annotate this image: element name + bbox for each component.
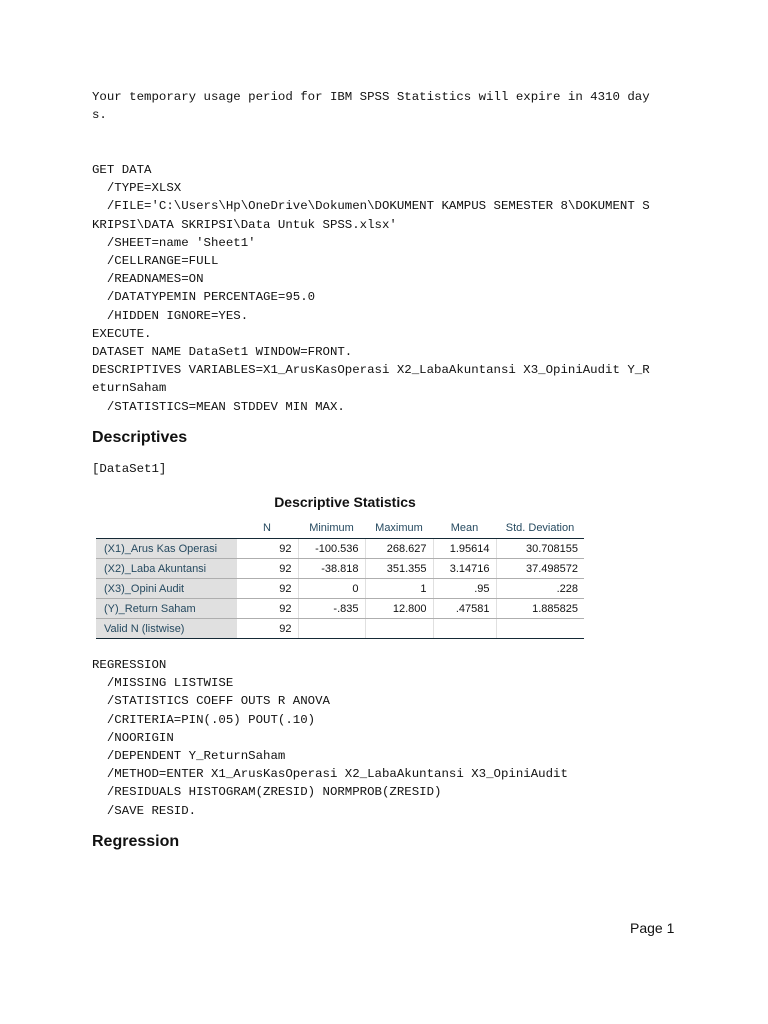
column-header: N xyxy=(236,518,298,539)
cell-mean: .95 xyxy=(433,579,496,599)
cell-minimum: -38.818 xyxy=(298,559,365,579)
cell-mean: .47581 xyxy=(433,599,496,619)
cell-std-deviation: 37.498572 xyxy=(496,559,584,579)
cell-minimum xyxy=(298,619,365,639)
descriptive-statistics-table xyxy=(96,518,584,639)
page-number: Page 1 xyxy=(630,920,675,936)
regression-syntax: REGRESSION /MISSING LISTWISE /STATISTICS COEFF OUTS R ANOVA /CRITERIA=PIN(.05) POUT(.10) /NOORIGIN /DEPENDENT Y_ReturnSaham /METHOD=ENTER X1_ArusKasOperasi X2_LabaAkuntansi X3_OpiniAudit /RESIDUALS HISTOGRAM(ZRESID) NORMPROB(ZRESID) /SAVE RESID. xyxy=(92,658,568,818)
table-row xyxy=(96,619,584,639)
expiry-notice: Your temporary usage period for IBM SPSS Statistics will expire in 4310 day s. xyxy=(92,90,650,123)
cell-n: 92 xyxy=(236,599,298,619)
get-data-syntax: GET DATA /TYPE=XLSX /FILE='C:\Users\Hp\OneDrive\Dokumen\DOKUMENT KAMPUS SEMESTER 8\DOKUMENT S KRIPSI\DATA SKRIPSI\Data Untuk SPSS.xlsx' /SHEET=name 'Sheet1' /CELLRANGE=FULL /READNAMES=ON /DATATYPEMIN PERCENTAGE=95.0 /HIDDEN IGNORE=YES. EXECUTE. DATASET NAME DataSet1 WINDOW=FRONT. DESCRIPTIVES VARIABLES=X1_ArusKasOperasi X2_LabaAkuntansi X3_OpiniAudit Y_R eturnSaham /STATISTICS=MEAN STDDEV MIN MAX. xyxy=(92,163,650,414)
cell-mean: 3.14716 xyxy=(433,559,496,579)
cell-n: 92 xyxy=(236,619,298,639)
column-header: Maximum xyxy=(365,518,433,539)
regression-heading: Regression xyxy=(92,833,180,850)
column-header xyxy=(96,518,236,539)
cell-minimum: -100.536 xyxy=(298,539,365,559)
row-label: (Y)_Return Saham xyxy=(96,599,236,619)
cell-n: 92 xyxy=(236,539,298,559)
cell-std-deviation: .228 xyxy=(496,579,584,599)
cell-mean xyxy=(433,619,496,639)
cell-maximum: 1 xyxy=(365,579,433,599)
cell-maximum: 351.355 xyxy=(365,559,433,579)
table-row xyxy=(96,559,584,579)
column-header: Minimum xyxy=(298,518,365,539)
row-label: (X1)_Arus Kas Operasi xyxy=(96,539,236,559)
table-header-row xyxy=(96,518,584,539)
row-label: Valid N (listwise) xyxy=(96,619,236,639)
cell-n: 92 xyxy=(236,579,298,599)
cell-std-deviation xyxy=(496,619,584,639)
descriptives-heading: Descriptives xyxy=(92,429,188,446)
column-header: Mean xyxy=(433,518,496,539)
cell-std-deviation: 1.885825 xyxy=(496,599,584,619)
table-row xyxy=(96,539,584,559)
dataset-label: [DataSet1] xyxy=(92,462,167,476)
cell-minimum: -.835 xyxy=(298,599,365,619)
cell-maximum: 12.800 xyxy=(365,599,433,619)
cell-n: 92 xyxy=(236,559,298,579)
cell-maximum xyxy=(365,619,433,639)
row-label: (X2)_Laba Akuntansi xyxy=(96,559,236,579)
table-row xyxy=(96,599,584,619)
descriptive-statistics-title: Descriptive Statistics xyxy=(274,494,416,510)
row-label: (X3)_Opini Audit xyxy=(96,579,236,599)
column-header: Std. Deviation xyxy=(496,518,584,539)
cell-maximum: 268.627 xyxy=(365,539,433,559)
cell-std-deviation: 30.708155 xyxy=(496,539,584,559)
cell-mean: 1.95614 xyxy=(433,539,496,559)
cell-minimum: 0 xyxy=(298,579,365,599)
table-row xyxy=(96,579,584,599)
